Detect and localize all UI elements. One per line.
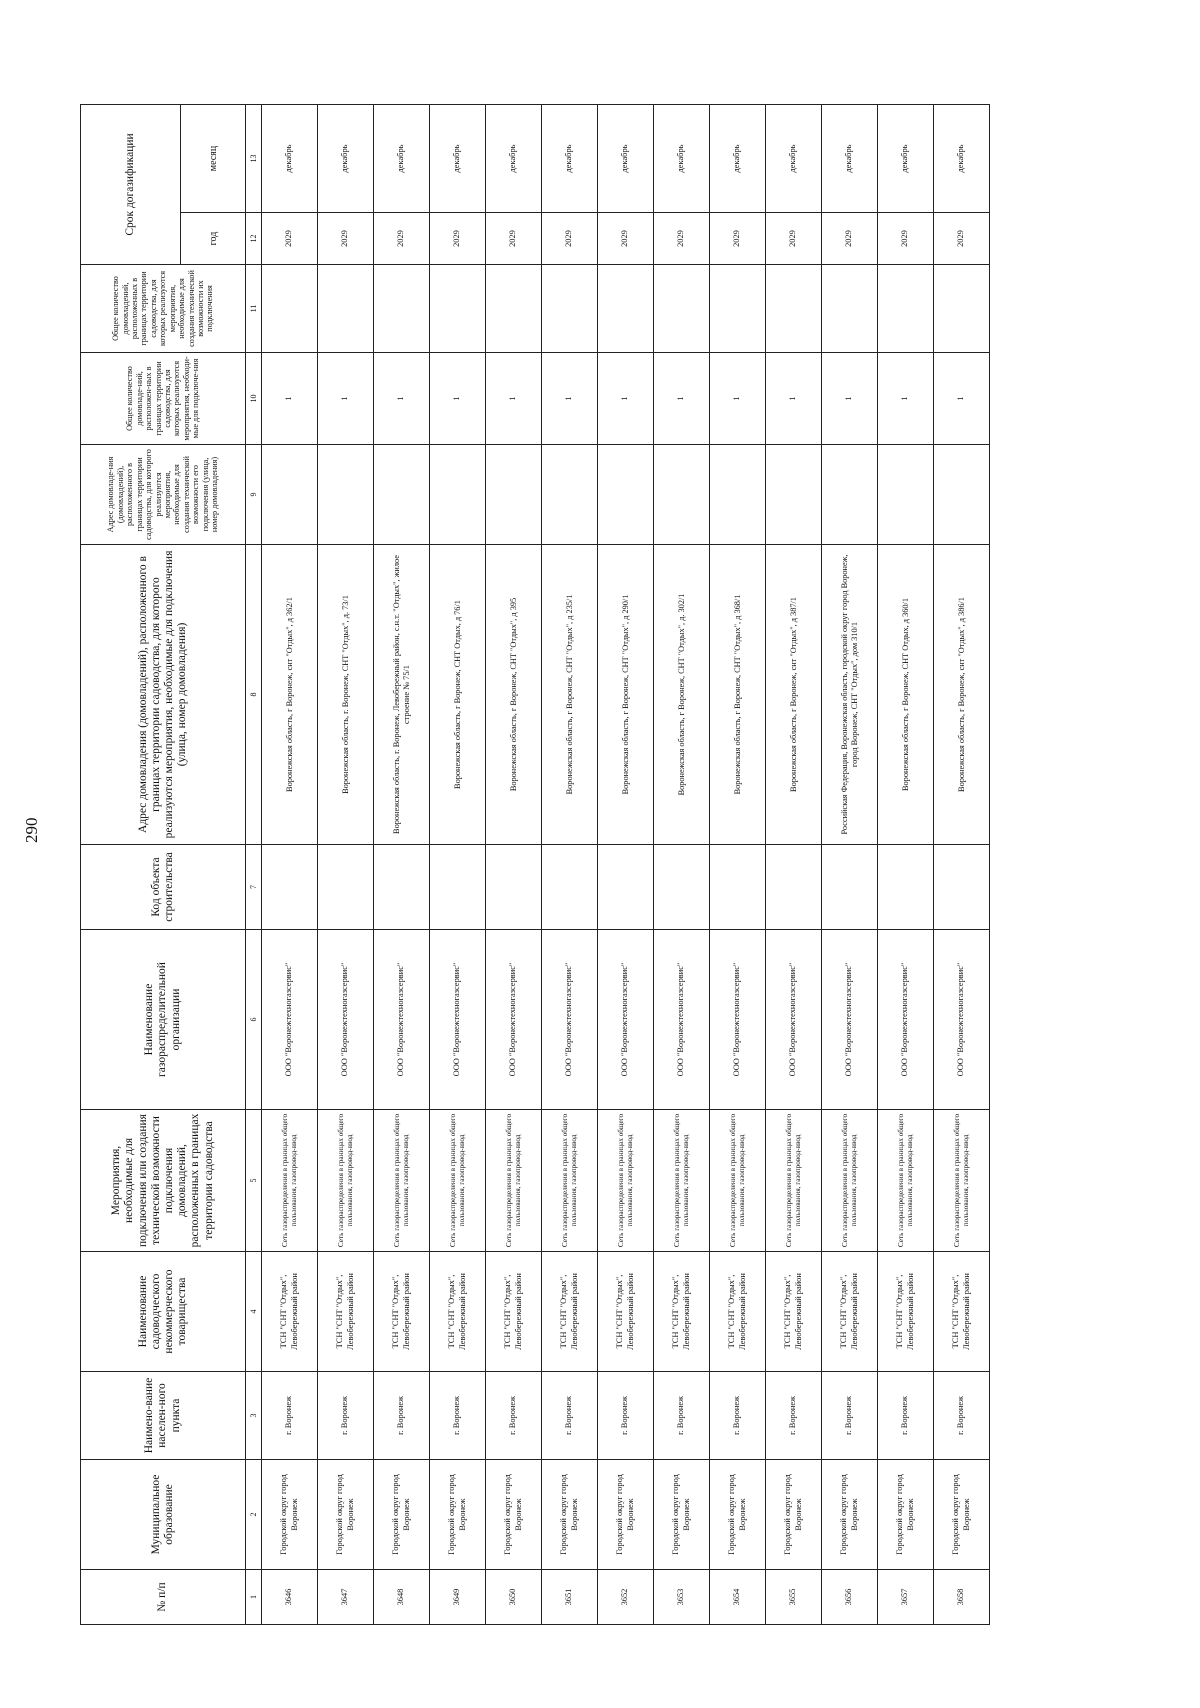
cell-month: декабрь (766, 105, 822, 213)
cell-count-connect: 1 (822, 353, 878, 445)
cell-address: Воронежская область, г Воронеж, СНТ "Отдых", д 290/1 (598, 545, 654, 845)
cell-settlement: г. Воронеж (598, 1372, 654, 1460)
column-number: 8 (246, 545, 262, 845)
cell-municipality: Городской округ город Воронеж (710, 1460, 766, 1570)
table-row (262, 105, 318, 1625)
cell-gas-org: ООО "Воронежтехногазсервис" (262, 930, 318, 1110)
cell-count-capability (542, 265, 598, 353)
cell-count-connect: 1 (878, 353, 934, 445)
cell-address: Воронежская область, г Воронеж, СНТ "Отдых", д. 302/1 (654, 545, 710, 845)
cell-gas-org: ООО "Воронежтехногазсервис" (766, 930, 822, 1110)
cell-year: 2029 (542, 213, 598, 265)
cell-partnership: ТСН "СНТ "Отдых", Левобережный район (822, 1252, 878, 1372)
cell-address-capability (598, 445, 654, 545)
table-row (598, 105, 654, 1625)
cell-count-capability (878, 265, 934, 353)
cell-settlement: г. Воронеж (766, 1372, 822, 1460)
cell-month: декабрь (318, 105, 374, 213)
cell-count-capability (430, 265, 486, 353)
cell-municipality: Городской округ город Воронеж (318, 1460, 374, 1570)
cell-month: декабрь (710, 105, 766, 213)
cell-municipality: Городской округ город Воронеж (878, 1460, 934, 1570)
column-number: 2 (246, 1460, 262, 1570)
cell-address: Российская Федерация, Воронежская область, городской округ город Воронеж, город Воронеж, СНТ "Отдых", дом 310/1 (822, 545, 878, 845)
cell-address-capability (710, 445, 766, 545)
cell-year: 2029 (430, 213, 486, 265)
header-address: Адрес домовладения (домовладений), расположенного в границах территории садоводства, для которого реализуются мероприятия, необходимые для подключения (улица, номер домовладения) (81, 545, 246, 845)
cell-address: Воронежская область, г Воронеж, СНТ "Отдых", д 368/1 (710, 545, 766, 845)
cell-count-capability (766, 265, 822, 353)
cell-measure: Сеть газораспределения в границах общего пользования, газопровод-ввод (430, 1110, 486, 1252)
cell-num: 3646 (262, 1570, 318, 1625)
cell-count-capability (318, 265, 374, 353)
cell-address: Воронежская область, г. Воронеж, СНТ "Отдых", д. 73/1 (318, 545, 374, 845)
cell-settlement: г. Воронеж (430, 1372, 486, 1460)
cell-address: Воронежская область, г Воронеж, снт "Отдых", д 386/1 (934, 545, 990, 845)
table-row (430, 105, 486, 1625)
cell-object-code (430, 845, 486, 930)
table-row (934, 105, 990, 1625)
cell-partnership: ТСН "СНТ "Отдых", Левобережный район (654, 1252, 710, 1372)
cell-gas-org: ООО "Воронежтехногазсервис" (486, 930, 542, 1110)
cell-num: 3654 (710, 1570, 766, 1625)
cell-measure: Сеть газораспределения в границах общего пользования, газопровод-ввод (598, 1110, 654, 1252)
cell-address-capability (542, 445, 598, 545)
cell-count-connect: 1 (430, 353, 486, 445)
cell-month: декабрь (374, 105, 430, 213)
cell-count-connect: 1 (262, 353, 318, 445)
cell-municipality: Городской округ город Воронеж (262, 1460, 318, 1570)
header-num: № п/п (81, 1570, 246, 1625)
cell-gas-org: ООО "Воронежтехногазсервис" (654, 930, 710, 1110)
cell-object-code (934, 845, 990, 930)
cell-settlement: г. Воронеж (542, 1372, 598, 1460)
cell-count-capability (374, 265, 430, 353)
cell-gas-org: ООО "Воронежтехногазсервис" (710, 930, 766, 1110)
cell-gas-org: ООО "Воронежтехногазсервис" (542, 930, 598, 1110)
cell-object-code (710, 845, 766, 930)
column-number: 10 (246, 353, 262, 445)
cell-month: декабрь (430, 105, 486, 213)
cell-month: декабрь (262, 105, 318, 213)
cell-count-capability (654, 265, 710, 353)
cell-num: 3650 (486, 1570, 542, 1625)
cell-num: 3658 (934, 1570, 990, 1625)
header-count-connect: Общее количество домовладе-ний, расположен-ных в границах территории садоводства, для которых реализуются мероприятия, необходи-мые для подключе-ния (81, 353, 246, 445)
cell-object-code (878, 845, 934, 930)
column-number: 11 (246, 265, 262, 353)
cell-settlement: г. Воронеж (486, 1372, 542, 1460)
cell-measure: Сеть газораспределения в границах общего пользования, газопровод-ввод (542, 1110, 598, 1252)
cell-municipality: Городской округ город Воронеж (374, 1460, 430, 1570)
cell-object-code (374, 845, 430, 930)
cell-settlement: г. Воронеж (318, 1372, 374, 1460)
cell-object-code (262, 845, 318, 930)
table-row (878, 105, 934, 1625)
cell-year: 2029 (318, 213, 374, 265)
cell-partnership: ТСН "СНТ "Отдых", Левобережный район (374, 1252, 430, 1372)
cell-address: Воронежская область, г Воронеж, СНТ "Отдых", д 395 (486, 545, 542, 845)
cell-year: 2029 (654, 213, 710, 265)
cell-object-code (598, 845, 654, 930)
cell-address: Воронежская область, г. Воронеж, Левобережный район, с.н.т. "Отдых", жилое строение № 75/1 (374, 545, 430, 845)
cell-measure: Сеть газораспределения в границах общего пользования, газопровод-ввод (934, 1110, 990, 1252)
cell-year: 2029 (374, 213, 430, 265)
cell-month: декабрь (878, 105, 934, 213)
cell-measure: Сеть газораспределения в границах общего пользования, газопровод-ввод (710, 1110, 766, 1252)
column-number: 9 (246, 445, 262, 545)
cell-object-code (822, 845, 878, 930)
cell-count-capability (934, 265, 990, 353)
cell-num: 3655 (766, 1570, 822, 1625)
cell-num: 3651 (542, 1570, 598, 1625)
cell-settlement: г. Воронеж (822, 1372, 878, 1460)
cell-measure: Сеть газораспределения в границах общего пользования, газопровод-ввод (486, 1110, 542, 1252)
cell-municipality: Городской округ город Воронеж (486, 1460, 542, 1570)
cell-year: 2029 (766, 213, 822, 265)
cell-year: 2029 (486, 213, 542, 265)
cell-partnership: ТСН "СНТ "Отдых", Левобережный район (878, 1252, 934, 1372)
header-municipality: Муниципальное образование (81, 1460, 246, 1570)
table-row (374, 105, 430, 1625)
cell-month: декабрь (654, 105, 710, 213)
cell-count-capability (822, 265, 878, 353)
cell-gas-org: ООО "Воронежтехногазсервис" (598, 930, 654, 1110)
cell-measure: Сеть газораспределения в границах общего пользования, газопровод-ввод (878, 1110, 934, 1252)
cell-num: 3652 (598, 1570, 654, 1625)
column-number: 1 (246, 1570, 262, 1625)
cell-municipality: Городской округ город Воронеж (934, 1460, 990, 1570)
header-measures: Мероприятия, необходимые для подключения или создания технической возможности подключения домовладений, расположенных в границах территории садоводства (81, 1110, 246, 1252)
column-number: 3 (246, 1372, 262, 1460)
cell-municipality: Городской округ город Воронеж (430, 1460, 486, 1570)
cell-municipality: Городской округ город Воронеж (822, 1460, 878, 1570)
cell-num: 3647 (318, 1570, 374, 1625)
page-number: 290 (22, 817, 41, 843)
cell-object-code (766, 845, 822, 930)
cell-address-capability (262, 445, 318, 545)
header-partnership: Наименование садоводческого некоммерческого товарищества (81, 1252, 246, 1372)
cell-count-connect: 1 (486, 353, 542, 445)
cell-year: 2029 (710, 213, 766, 265)
header-address-capability: Адрес домовладе-ния (домовладений), расположенного в границах территории садоводства, для которого реализуются мероприятия, необходимые для создания технической возможности его подключения (улица, номер домовладения) (81, 445, 246, 545)
table-body (262, 105, 990, 1625)
table-row (318, 105, 374, 1625)
cell-num: 3648 (374, 1570, 430, 1625)
cell-address: Воронежская область, г Воронеж, снт "Отдых", д 362/1 (262, 545, 318, 845)
cell-partnership: ТСН "СНТ "Отдых", Левобережный район (430, 1252, 486, 1372)
cell-municipality: Городской округ город Воронеж (598, 1460, 654, 1570)
cell-gas-org: ООО "Воронежтехногазсервис" (374, 930, 430, 1110)
cell-num: 3649 (430, 1570, 486, 1625)
table-row (654, 105, 710, 1625)
cell-object-code (654, 845, 710, 930)
cell-address-capability (654, 445, 710, 545)
cell-address: Воронежская область, г Воронеж, СНТ "Отдых", д 235/1 (542, 545, 598, 845)
cell-partnership: ТСН "СНТ "Отдых", Левобережный район (542, 1252, 598, 1372)
header-settlement: Наимено-вание населен-ного пункта (81, 1372, 246, 1460)
cell-count-capability (598, 265, 654, 353)
cell-partnership: ТСН "СНТ "Отдых", Левобережный район (710, 1252, 766, 1372)
cell-count-connect: 1 (374, 353, 430, 445)
cell-object-code (486, 845, 542, 930)
cell-gas-org: ООО "Воронежтехногазсервис" (878, 930, 934, 1110)
cell-num: 3657 (878, 1570, 934, 1625)
cell-count-capability (262, 265, 318, 353)
table-row (822, 105, 878, 1625)
cell-month: декабрь (486, 105, 542, 213)
cell-count-connect: 1 (766, 353, 822, 445)
cell-count-capability (486, 265, 542, 353)
cell-year: 2029 (934, 213, 990, 265)
cell-measure: Сеть газораспределения в границах общего пользования, газопровод-ввод (654, 1110, 710, 1252)
cell-count-connect: 1 (542, 353, 598, 445)
cell-year: 2029 (878, 213, 934, 265)
cell-num: 3656 (822, 1570, 878, 1625)
cell-count-capability (710, 265, 766, 353)
column-number: 12 (246, 213, 262, 265)
cell-partnership: ТСН "СНТ "Отдых", Левобережный район (934, 1252, 990, 1372)
cell-count-connect: 1 (318, 353, 374, 445)
cell-address: Воронежская область, г Воронеж, СНТ Отдых, д 360/1 (878, 545, 934, 845)
cell-settlement: г. Воронеж (654, 1372, 710, 1460)
header-count-capability: Общее количество домовладений, расположенных в границах территории садоводства, для которых реализуются мероприятия, необходимые для создания технической возможности их подключения (81, 265, 246, 353)
cell-address-capability (430, 445, 486, 545)
column-number: 13 (246, 105, 262, 213)
cell-count-connect: 1 (654, 353, 710, 445)
cell-num: 3653 (654, 1570, 710, 1625)
column-number: 6 (246, 930, 262, 1110)
cell-month: декабрь (822, 105, 878, 213)
cell-address-capability (934, 445, 990, 545)
cell-settlement: г. Воронеж (878, 1372, 934, 1460)
cell-partnership: ТСН "СНТ "Отдых", Левобережный район (486, 1252, 542, 1372)
cell-settlement: г. Воронеж (934, 1372, 990, 1460)
column-number: 7 (246, 845, 262, 930)
cell-count-connect: 1 (598, 353, 654, 445)
cell-object-code (318, 845, 374, 930)
cell-year: 2029 (822, 213, 878, 265)
gasification-table (80, 104, 990, 1625)
table-row (542, 105, 598, 1625)
cell-address: Воронежская область, г Воронеж, снт "Отдых", д 387/1 (766, 545, 822, 845)
cell-measure: Сеть газораспределения в границах общего пользования, газопровод-ввод (766, 1110, 822, 1252)
cell-settlement: г. Воронеж (710, 1372, 766, 1460)
cell-address-capability (374, 445, 430, 545)
document-table-rotated (80, 105, 1180, 1625)
header-object-code: Код объекта строительства (81, 845, 246, 930)
cell-address-capability (486, 445, 542, 545)
header-month: месяц (181, 105, 246, 213)
cell-count-connect: 1 (934, 353, 990, 445)
cell-month: декабрь (598, 105, 654, 213)
header-deadline: Срок догазификации (81, 105, 181, 265)
cell-object-code (542, 845, 598, 930)
cell-settlement: г. Воронеж (374, 1372, 430, 1460)
cell-gas-org: ООО "Воронежтехногазсервис" (318, 930, 374, 1110)
cell-month: декабрь (542, 105, 598, 213)
cell-municipality: Городской округ город Воронеж (766, 1460, 822, 1570)
cell-measure: Сеть газораспределения в границах общего пользования, газопровод-ввод (318, 1110, 374, 1252)
cell-partnership: ТСН "СНТ "Отдых", Левобережный район (766, 1252, 822, 1372)
cell-municipality: Городской округ город Воронеж (542, 1460, 598, 1570)
table-row (486, 105, 542, 1625)
table-row (710, 105, 766, 1625)
cell-measure: Сеть газораспределения в границах общего пользования, газопровод-ввод (374, 1110, 430, 1252)
cell-settlement: г. Воронеж (262, 1372, 318, 1460)
cell-address-capability (766, 445, 822, 545)
cell-municipality: Городской округ город Воронеж (654, 1460, 710, 1570)
table-row (766, 105, 822, 1625)
cell-address-capability (822, 445, 878, 545)
cell-partnership: ТСН "СНТ "Отдых", Левобережный район (262, 1252, 318, 1372)
cell-partnership: ТСН "СНТ "Отдых", Левобережный район (318, 1252, 374, 1372)
cell-address-capability (878, 445, 934, 545)
cell-measure: Сеть газораспределения в границах общего пользования, газопровод-ввод (262, 1110, 318, 1252)
cell-gas-org: ООО "Воронежтехногазсервис" (934, 930, 990, 1110)
cell-partnership: ТСН "СНТ "Отдых", Левобережный район (598, 1252, 654, 1372)
cell-address: Воронежская область, г Воронеж, СНТ Отдых, д 76/1 (430, 545, 486, 845)
cell-gas-org: ООО "Воронежтехногазсервис" (822, 930, 878, 1110)
cell-year: 2029 (262, 213, 318, 265)
cell-address-capability (318, 445, 374, 545)
cell-year: 2029 (598, 213, 654, 265)
column-number: 4 (246, 1252, 262, 1372)
cell-measure: Сеть газораспределения в границах общего пользования, газопровод-ввод (822, 1110, 878, 1252)
cell-count-connect: 1 (710, 353, 766, 445)
header-year: год (181, 213, 246, 265)
header-gas-org: Наименование газораспределительной организации (81, 930, 246, 1110)
column-number: 5 (246, 1110, 262, 1252)
cell-month: декабрь (934, 105, 990, 213)
cell-gas-org: ООО "Воронежтехногазсервис" (430, 930, 486, 1110)
